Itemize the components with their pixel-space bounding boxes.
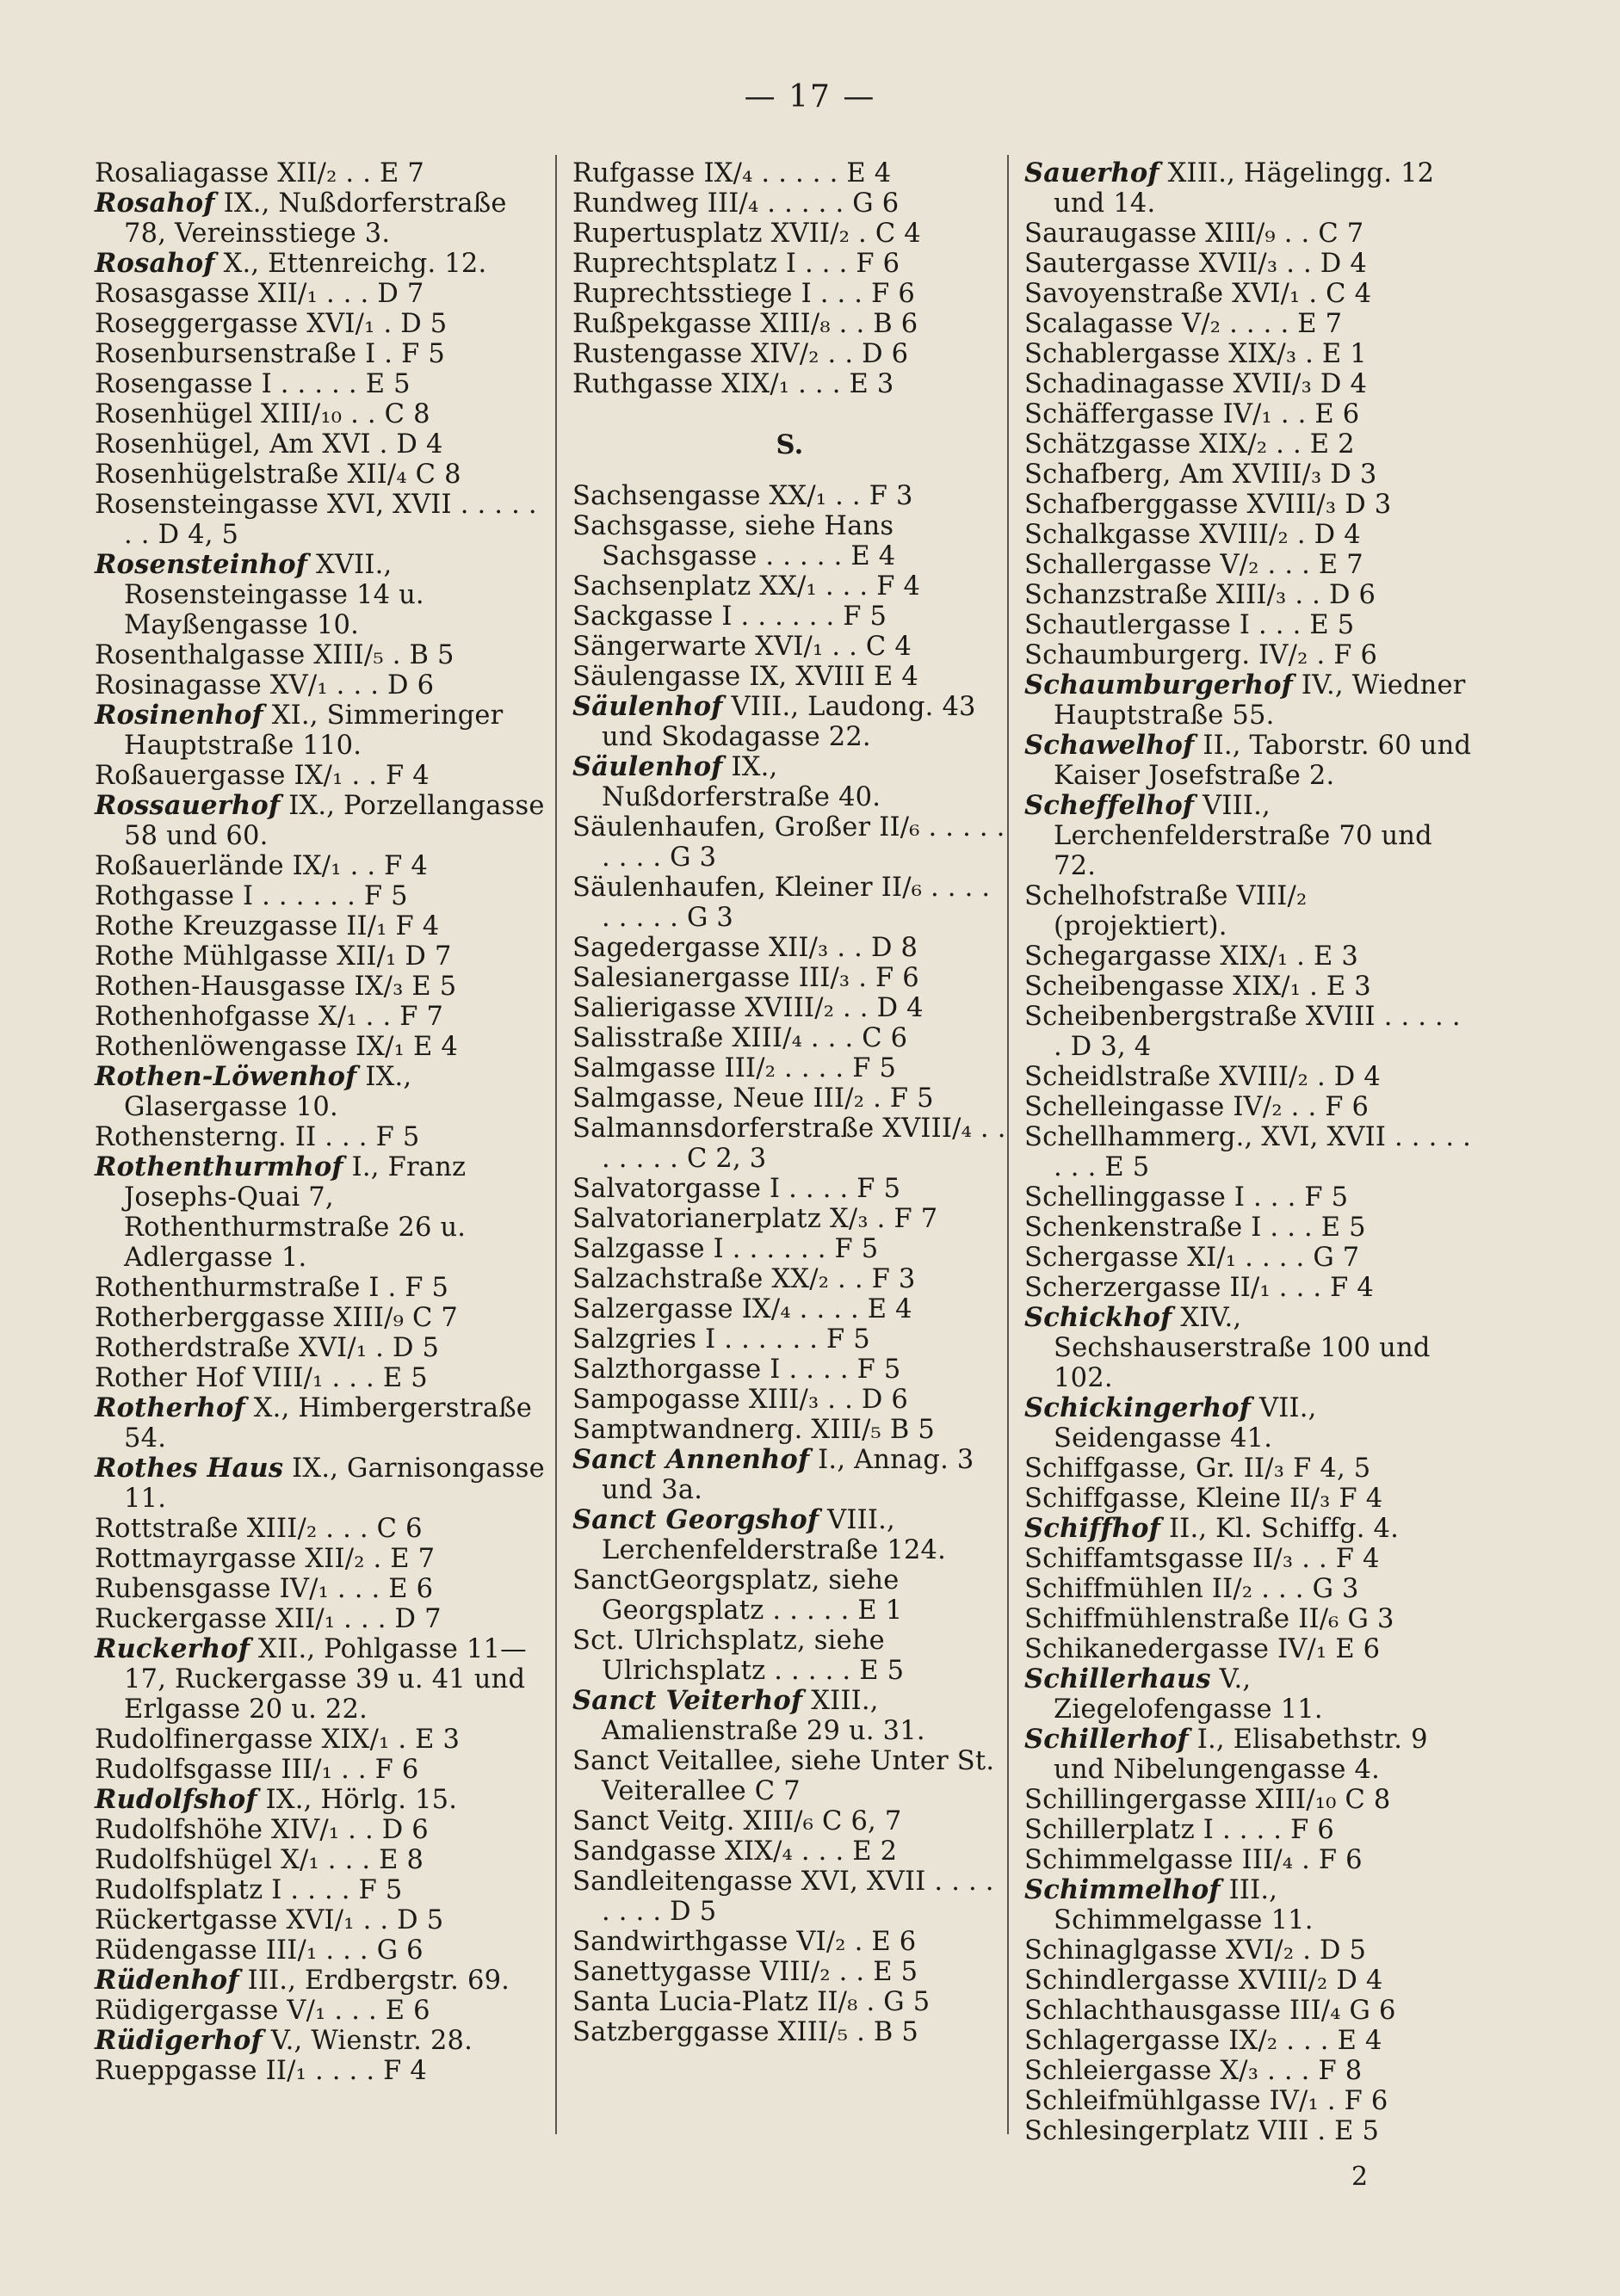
entry-text: III., Schimmelgasse 11. (1054, 1875, 1314, 1935)
entry-text: IX., Porzellangasse 58 und 60. (124, 791, 545, 851)
index-entry (572, 1505, 1007, 1565)
index-entry (95, 550, 551, 640)
index-entry: Rudolfshügel X/₁ . . . E 8 (95, 1845, 424, 1875)
index-entry: Scherzergasse II/₁ . . . F 4 (1024, 1273, 1375, 1303)
index-entry: Salzergasse IX/₄ . . . . E 4 (572, 1294, 912, 1324)
index-entry: Rothenlöwengasse IX/₁ E 4 (95, 1032, 458, 1062)
index-entry: Schiffmühlenstraße II/₆ G 3 (1024, 1604, 1394, 1634)
building-name: Rossauerhof (95, 790, 281, 821)
index-entry: Salmgasse III/₂ . . . . F 5 (572, 1053, 897, 1083)
index-entry: Salmgasse, Neue III/₂ . F 5 (572, 1083, 934, 1114)
index-entry: Schinaglgasse XVI/₂ . D 5 (1024, 1935, 1367, 1966)
index-entry (1024, 1725, 1472, 1785)
index-entry: Salvatorianerplatz X/₃ . F 7 (572, 1204, 938, 1234)
index-entry: Rothenthurmstraße I . F 5 (95, 1273, 449, 1303)
index-entry: Schenkenstraße I . . . E 5 (1024, 1213, 1366, 1243)
index-entry: Rothensterng. II . . . F 5 (95, 1122, 420, 1152)
index-entry: Rubensgasse IV/₁ . . . E 6 (95, 1574, 434, 1604)
index-entry: Schätzgasse XIX/₂ . . E 2 (1024, 429, 1355, 460)
entry-text: II., Kl. Schiffg. 4. (1160, 1514, 1400, 1544)
index-entry: Ruprechtsplatz I . . . F 6 (572, 249, 900, 279)
index-entry: Rudolfsgasse III/₁ . . F 6 (95, 1755, 419, 1785)
index-entry: Rotherberggasse XIII/₉ C 7 (95, 1303, 458, 1333)
printer-signature: 2 (1351, 2162, 1369, 2192)
building-name: Schawelhof (1024, 730, 1195, 761)
index-entry: Rueppgasse II/₁ . . . . F 4 (95, 2056, 427, 2086)
index-entry: Rußpekgasse XIII/₈ . . B 6 (572, 309, 918, 339)
index-entry: Schindlergasse XVIII/₂ D 4 (1024, 1966, 1383, 1996)
building-name: Säulenhof (572, 751, 723, 782)
index-entry: Sanettygasse VIII/₂ . . E 5 (572, 1957, 918, 1987)
index-entry: Schiffgasse, Kleine II/₃ F 4 (1024, 1484, 1383, 1514)
index-entry: Rundweg III/₄ . . . . . G 6 (572, 188, 900, 219)
entry-text: I., Annag. 3 und 3a. (602, 1445, 974, 1505)
index-entry: Salzthorgasse I . . . . F 5 (572, 1355, 901, 1385)
entry-text: XVII., Rosensteingasse 14 u. Mayßengasse 10. (124, 550, 424, 640)
index-entry: Scalagasse V/₂ . . . . E 7 (1024, 309, 1343, 339)
index-entry: Salmannsdorferstraße XVIII/₄ . . . . . . . C 2, 3 (572, 1114, 1006, 1174)
entry-text: X., Ettenreichg. 12. (214, 249, 487, 279)
index-entry: Rüdigergasse V/₁ . . . E 6 (95, 1996, 430, 2026)
index-entry (95, 249, 551, 279)
building-name: Rosahof (95, 248, 215, 279)
index-entry (572, 1445, 1007, 1505)
building-name: Rüdenhof (95, 1965, 239, 1996)
index-entry: Sanct Veitallee, siehe Unter St. Veiterallee C 7 (572, 1746, 995, 1806)
index-entry: Rosenbursenstraße I . F 5 (95, 339, 445, 369)
index-entry: Schillerplatz I . . . . F 6 (1024, 1815, 1334, 1845)
index-entry: Rosasgasse XII/₁ . . . D 7 (95, 279, 424, 309)
index-entry: Sachsgasse, siehe Hans Sachsgasse . . . . . E 4 (572, 511, 896, 571)
building-name: Schaumburgerhof (1024, 670, 1293, 701)
index-entry: Schikanedergasse IV/₁ E 6 (1024, 1634, 1381, 1664)
building-name: Schiffhof (1024, 1513, 1161, 1544)
entry-text: II., Taborstr. 60 und Kaiser Josefstraße 2. (1054, 731, 1472, 791)
index-entry: Samptwandnerg. XIII/₅ B 5 (572, 1415, 935, 1445)
index-entry: Säulengasse IX, XVIII E 4 (572, 662, 919, 692)
entry-text: I., Elisabethstr. 9 und Nibelungengasse 4. (1054, 1725, 1428, 1785)
index-entry: Salzgasse I . . . . . . F 5 (572, 1234, 879, 1264)
index-entry: Schadinagasse XVII/₃ D 4 (1024, 369, 1368, 399)
index-entry: Schalkgasse XVIII/₂ . D 4 (1024, 520, 1361, 550)
index-entry (95, 1634, 551, 1725)
index-entry: Schelhofstraße VIII/₂ (projektiert). (1024, 881, 1308, 941)
index-entry: Rudolfsplatz I . . . . F 5 (95, 1875, 403, 1905)
index-entry: Sandgasse XIX/₄ . . . E 2 (572, 1836, 898, 1867)
building-name: Rudolfshof (95, 1784, 257, 1815)
building-name: Schickingerhof (1024, 1392, 1252, 1423)
entry-text: V., Ziegelofengasse 11. (1054, 1664, 1323, 1725)
building-name: Schillerhof (1024, 1724, 1189, 1755)
index-entry (1024, 791, 1472, 881)
index-entry: Sampogasse XIII/₃ . . D 6 (572, 1385, 909, 1415)
index-entry: Rückertgasse XVI/₁ . . D 5 (95, 1905, 444, 1935)
index-entry: Schiffgasse, Gr. II/₃ F 4, 5 (1024, 1454, 1371, 1484)
index-entry (95, 1454, 551, 1514)
entry-text: XIII., Hägelingg. 12 und 14. (1054, 158, 1435, 219)
index-entry (95, 188, 551, 249)
index-entry: Ruthgasse XIX/₁ . . . E 3 (572, 369, 894, 399)
index-entry: Rothen-Hausgasse IX/₃ E 5 (95, 972, 457, 1002)
index-entry: Schanzstraße XIII/₃ . . D 6 (1024, 580, 1376, 610)
index-entry (1024, 670, 1472, 731)
building-name: Schimmelhof (1024, 1874, 1221, 1905)
index-entry (95, 701, 551, 761)
index-entry: Salvatorgasse I . . . . F 5 (572, 1174, 901, 1204)
index-entry: Rudolfinergasse XIX/₁ . E 3 (95, 1725, 461, 1755)
entry-text: VII., Seidengasse 41. (1054, 1393, 1317, 1454)
index-entry: Rothe Mühlgasse XII/₁ D 7 (95, 941, 452, 972)
index-entry: Schautlergasse I . . . E 5 (1024, 610, 1355, 640)
index-entry: Schiffamtsgasse II/₃ . . F 4 (1024, 1544, 1380, 1574)
index-entry: Rosengasse I . . . . . E 5 (95, 369, 411, 399)
index-entry: Schleifmühlgasse IV/₁ . F 6 (1024, 2086, 1388, 2116)
index-entry (95, 791, 551, 851)
entry-text: VIII., Lerchenfelderstraße 70 und 72. (1054, 791, 1432, 881)
entry-text: VIII., Laudong. 43 und Skodagasse 22. (602, 692, 976, 752)
index-entry (95, 1062, 551, 1122)
index-entry (95, 1966, 551, 1996)
building-name: Ruckerhof (95, 1633, 250, 1664)
index-entry: Rosinagasse XV/₁ . . . D 6 (95, 670, 435, 701)
index-entry: Sackgasse I . . . . . . F 5 (572, 602, 887, 632)
index-entry: Sachsenplatz XX/₁ . . . F 4 (572, 571, 921, 602)
index-entry: Rothenhofgasse X/₁ . . F 7 (95, 1002, 444, 1032)
index-entry: Schablergasse XIX/₃ . E 1 (1024, 339, 1367, 369)
entry-text: XI., Simmeringer Hauptstraße 110. (124, 701, 504, 761)
building-name: Schickhof (1024, 1302, 1172, 1333)
index-column-2 (572, 158, 1007, 2047)
page-number: — 17 — (744, 79, 876, 114)
index-entry (95, 1785, 551, 1815)
index-entry: Schiffmühlen II/₂ . . . G 3 (1024, 1574, 1359, 1604)
entry-text: IX., Glasergasse 10. (124, 1062, 412, 1122)
index-entry: Salzachstraße XX/₂ . . F 3 (572, 1264, 916, 1294)
index-entry (1024, 1875, 1472, 1935)
index-entry: Schellhammerg., XVI, XVII . . . . . . . . E 5 (1024, 1122, 1472, 1182)
index-entry: Schellinggasse I . . . F 5 (1024, 1182, 1349, 1213)
index-entry: Schleiergasse X/₃ . . . F 8 (1024, 2056, 1363, 2086)
entry-text: VIII., Lerchenfelderstraße 124. (602, 1505, 947, 1565)
index-entry: Rotherdstraße XVI/₁ . D 5 (95, 1333, 440, 1363)
index-entry (572, 1686, 1007, 1746)
entry-text: XII., Pohlgasse 11—17, Ruckergasse 39 u. 41 und Erlgasse 20 u. 22. (124, 1634, 527, 1725)
index-entry: Sauraugasse XIII/₉ . . C 7 (1024, 219, 1364, 249)
index-entry (1024, 731, 1472, 791)
index-entry: Sängerwarte XVI/₁ . . C 4 (572, 632, 912, 662)
index-entry: Salzgries I . . . . . . F 5 (572, 1324, 870, 1355)
building-name: Sanct Veiterhof (572, 1685, 803, 1716)
entry-text: IX., Garnisongasse 11. (124, 1454, 545, 1514)
building-name: Rosahof (95, 188, 215, 219)
index-entry: Rufgasse IX/₄ . . . . . E 4 (572, 158, 892, 188)
index-entry: Rustengasse XIV/₂ . . D 6 (572, 339, 909, 369)
index-entry: Schafberg, Am XVIII/₃ D 3 (1024, 460, 1377, 490)
index-entry: Rother Hof VIII/₁ . . . E 5 (95, 1363, 428, 1393)
entry-text: IX., Nußdorferstraße 78, Vereinsstiege 3. (124, 188, 507, 249)
building-name: Säulenhof (572, 691, 723, 722)
building-name: Rothes Haus (95, 1453, 284, 1484)
column-divider-2 (1007, 155, 1009, 2134)
index-entry (1024, 1303, 1472, 1393)
index-entry: Sct. Ulrichsplatz, siehe Ulrichsplatz . . . . . E 5 (572, 1626, 905, 1686)
entry-text: X., Himbergerstraße 54. (124, 1393, 533, 1454)
index-entry: Rottmayrgasse XII/₂ . E 7 (95, 1544, 436, 1574)
building-name: Sanct Annenhof (572, 1444, 810, 1475)
index-entry: Scheibengasse XIX/₁ . E 3 (1024, 972, 1371, 1002)
building-name: Rosensteinhof (95, 549, 308, 580)
index-entry: Rüdengasse III/₁ . . . G 6 (95, 1935, 424, 1966)
building-name: Scheffelhof (1024, 790, 1195, 821)
index-entry (95, 1393, 551, 1454)
column-divider-1 (555, 155, 557, 2134)
entry-text: IX., Hörlg. 15. (257, 1785, 458, 1815)
index-entry (1024, 1514, 1472, 1544)
index-entry (1024, 1393, 1472, 1454)
index-entry: Schlachthausgasse III/₄ G 6 (1024, 1996, 1396, 2026)
index-entry: Sandwirthgasse VI/₂ . E 6 (572, 1927, 917, 1957)
index-entry: Ruckergasse XII/₁ . . . D 7 (95, 1604, 442, 1634)
index-entry: Rottstraße XIII/₂ . . . C 6 (95, 1514, 423, 1544)
index-entry: Salesianergasse III/₃ . F 6 (572, 963, 919, 993)
index-entry: Schimmelgasse III/₄ . F 6 (1024, 1845, 1363, 1875)
entry-text: IX., Nußdorferstraße 40. (602, 752, 881, 812)
building-name: Rotherhof (95, 1392, 245, 1423)
index-entry (1024, 158, 1472, 219)
building-name: Rüdigerhof (95, 2025, 263, 2056)
index-entry: Salierigasse XVIII/₂ . . D 4 (572, 993, 924, 1023)
index-entry: Roßauerlände IX/₁ . . F 4 (95, 851, 429, 881)
building-name: Rosinenhof (95, 700, 263, 731)
entry-text: V., Wienstr. 28. (262, 2026, 473, 2056)
index-entry: Scheibenbergstraße XVIII . . . . . . D 3, 4 (1024, 1002, 1461, 1062)
index-entry: Rupertusplatz XVII/₂ . C 4 (572, 219, 921, 249)
entry-text: XIV., Sechshauserstraße 100 und 102. (1054, 1303, 1431, 1393)
index-entry: Roseggergasse XVI/₁ . D 5 (95, 309, 448, 339)
index-entry: Rothe Kreuzgasse II/₁ F 4 (95, 911, 440, 941)
entry-text: I., Franz Josephs-Quai 7, Rothenthurmstraße 26 u. Adlergasse 1. (124, 1152, 467, 1273)
index-entry: Rosenhügel XIII/₁₀ . . C 8 (95, 399, 430, 429)
entry-text: IV., Wiedner Hauptstraße 55. (1054, 670, 1466, 731)
index-entry: Rosensteingasse XVI, XVII . . . . . . . D 4, 5 (95, 490, 537, 550)
index-entry: Scheidlstraße XVIII/₂ . D 4 (1024, 1062, 1381, 1092)
index-entry: Rudolfshöhe XIV/₁ . . D 6 (95, 1815, 429, 1845)
building-name: Schillerhaus (1024, 1663, 1211, 1694)
building-name: Rothen-Löwenhof (95, 1061, 357, 1092)
section-letter: S. (776, 429, 804, 460)
index-entry: Schelleingasse IV/₂ . . F 6 (1024, 1092, 1370, 1122)
index-entry (572, 752, 1007, 812)
index-entry: Rothgasse I . . . . . . F 5 (95, 881, 408, 911)
index-entry: Säulenhaufen, Großer II/₆ . . . . . . . . . G 3 (572, 812, 1005, 873)
index-entry: SanctGeorgsplatz, siehe Georgsplatz . . . . . E 1 (572, 1565, 903, 1626)
entry-text: XIII., Amalienstraße 29 u. 31. (602, 1686, 925, 1746)
index-entry: Schergasse XI/₁ . . . . G 7 (1024, 1243, 1360, 1273)
index-entry: Schallergasse V/₂ . . . E 7 (1024, 550, 1363, 580)
index-entry: Rosenthalgasse XIII/₅ . B 5 (95, 640, 454, 670)
index-entry: Schaumburgerg. IV/₂ . F 6 (1024, 640, 1378, 670)
index-entry (95, 2026, 551, 2056)
building-name: Rothenthurmhof (95, 1151, 343, 1182)
index-entry: Säulenhaufen, Kleiner II/₆ . . . . . . . . . G 3 (572, 873, 991, 933)
index-entry (95, 1152, 551, 1273)
index-entry: Sachsengasse XX/₁ . . F 3 (572, 481, 913, 511)
index-entry: Rosaliagasse XII/₂ . . E 7 (95, 158, 424, 188)
index-entry: Salisstraße XIII/₄ . . . C 6 (572, 1023, 908, 1053)
index-entry: Satzberggasse XIII/₅ . B 5 (572, 2017, 918, 2047)
building-name: Sanct Georgshof (572, 1504, 819, 1535)
index-entry: Schlagergasse IX/₂ . . . E 4 (1024, 2026, 1382, 2056)
index-entry: Savoyenstraße XVI/₁ . C 4 (1024, 279, 1372, 309)
index-entry: Rosenhügelstraße XII/₄ C 8 (95, 460, 461, 490)
index-entry (572, 692, 1007, 752)
index-entry: Sanct Veitg. XIII/₆ C 6, 7 (572, 1806, 902, 1836)
index-entry: Sandleitengasse XVI, XVII . . . . . . . . D 5 (572, 1867, 994, 1927)
index-entry: Schäffergasse IV/₁ . . E 6 (1024, 399, 1360, 429)
index-entry: Roßauergasse IX/₁ . . F 4 (95, 761, 430, 791)
index-entry: Schegargasse XIX/₁ . E 3 (1024, 941, 1358, 972)
building-name: Sauerhof (1024, 157, 1159, 188)
entry-text: III., Erdbergstr. 69. (238, 1966, 510, 1996)
index-entry: Santa Lucia-Platz II/₈ . G 5 (572, 1987, 931, 2017)
index-entry: Schafberggasse XVIII/₃ D 3 (1024, 490, 1392, 520)
index-entry: Ruprechtsstiege I . . . F 6 (572, 279, 915, 309)
index-column-1 (95, 158, 551, 2086)
index-column-3 (1024, 158, 1472, 2146)
index-entry: Rosenhügel, Am XVI . D 4 (95, 429, 443, 460)
index-entry: Sautergasse XVII/₃ . . D 4 (1024, 249, 1367, 279)
index-entry: Schlesingerplatz VIII . E 5 (1024, 2116, 1380, 2146)
index-entry: Schillingergasse XIII/₁₀ C 8 (1024, 1785, 1391, 1815)
index-entry (1024, 1664, 1472, 1725)
index-entry: Sagedergasse XII/₃ . . D 8 (572, 933, 918, 963)
